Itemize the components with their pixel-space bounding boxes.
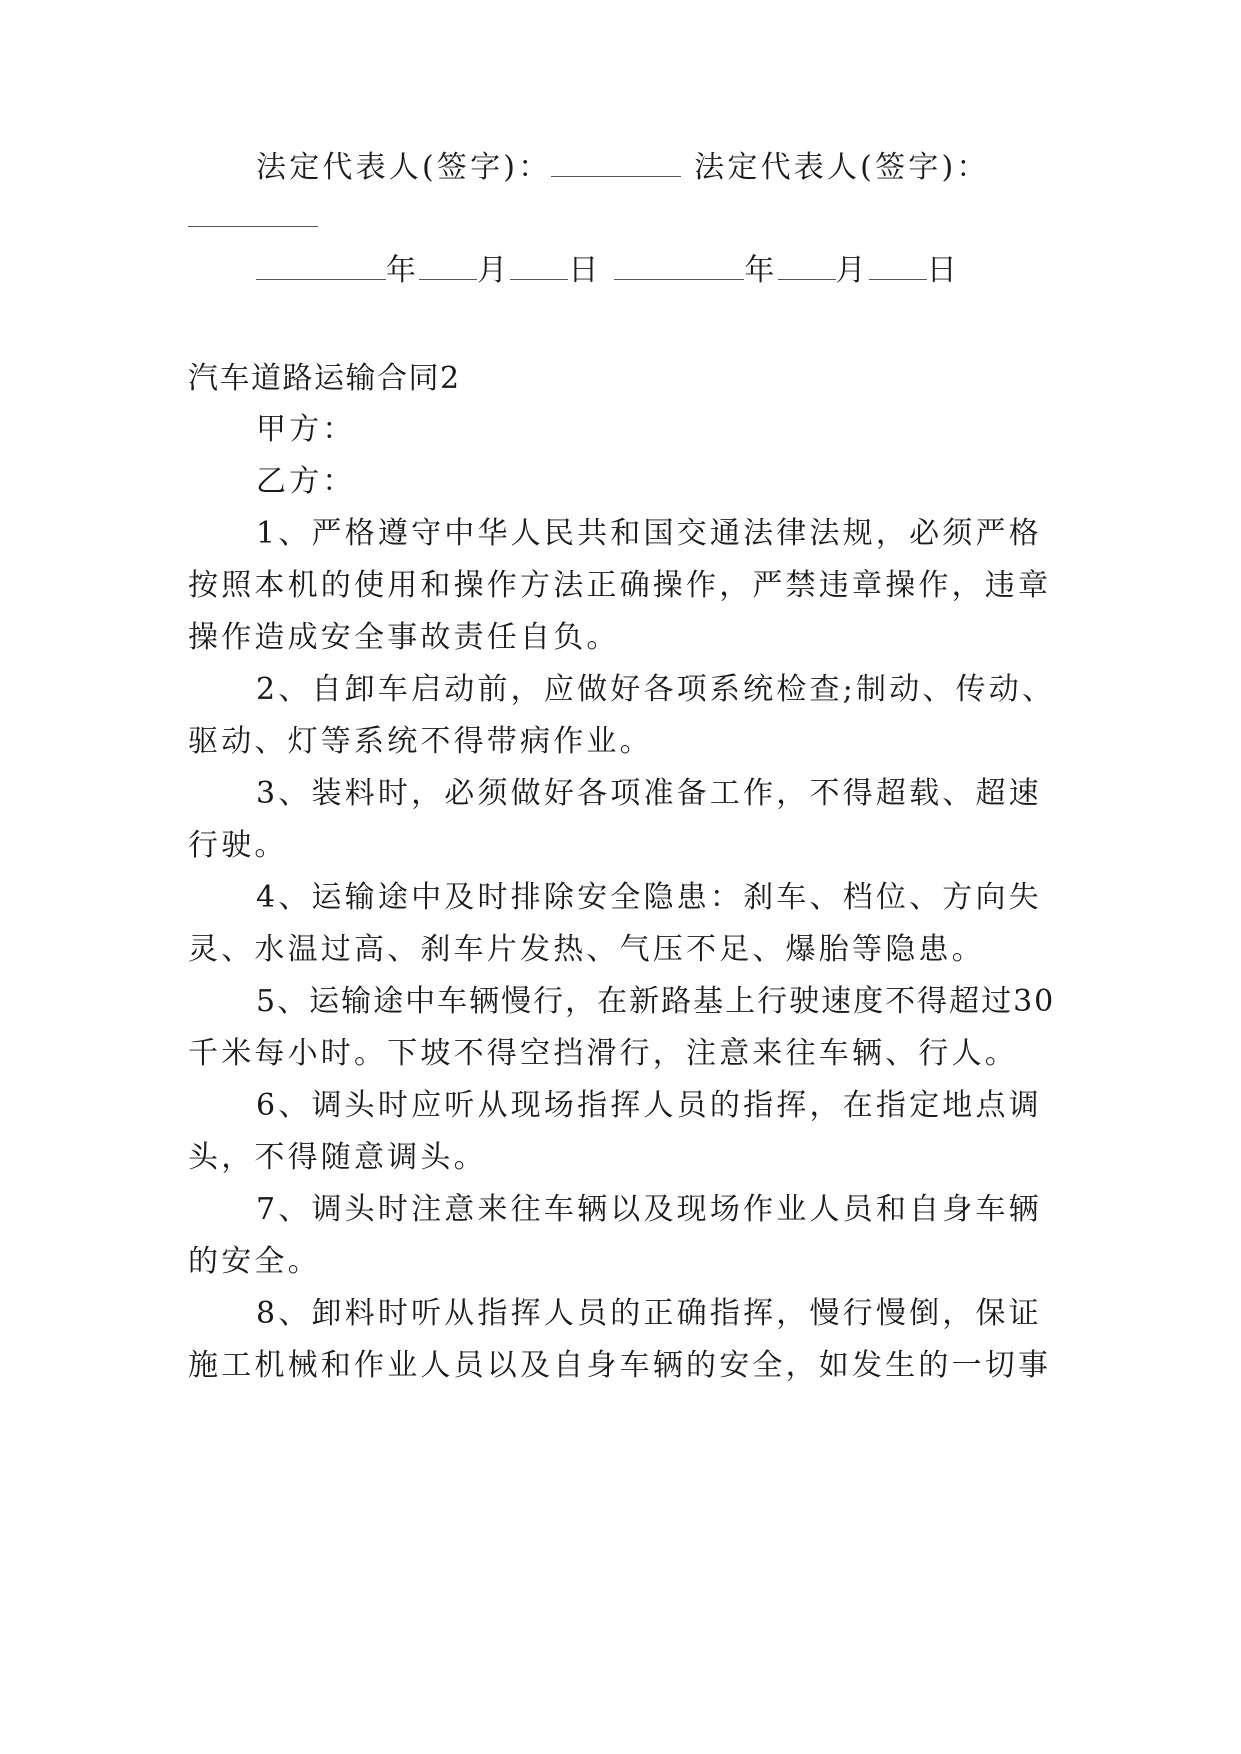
clause-1-line-2: 按照本机的使用和操作方法正确操作，严禁违章操作，违章 xyxy=(188,568,1052,603)
date-year-b: 年 xyxy=(744,253,778,288)
clause-8-line-2: 施工机械和作业人员以及自身车辆的安全，如发生的一切事 xyxy=(188,1348,1052,1383)
date-blank-year-b xyxy=(614,257,744,280)
party-a: 甲方： xyxy=(256,412,356,447)
date-blank-year-a xyxy=(256,257,386,280)
party-b: 乙方： xyxy=(256,464,356,499)
signature-label-b: 法定代表人(签字)： xyxy=(694,150,990,185)
date-blank-month-b xyxy=(778,257,836,280)
signature-line xyxy=(256,148,990,188)
date-month-a: 月 xyxy=(477,253,511,288)
signature-blank-b-row xyxy=(188,198,318,238)
clause-1-line-3: 操作造成安全事故责任自负。 xyxy=(188,620,620,655)
clause-7-line-2: 的安全。 xyxy=(188,1244,321,1279)
clause-4-line-1: 4、运输途中及时排除安全隐患：刹车、档位、方向失 xyxy=(256,880,1042,915)
date-blank-day-b xyxy=(869,257,927,280)
signature-blank-b xyxy=(188,204,318,227)
date-blank-month-a xyxy=(419,257,477,280)
clause-5-line-1: 5、运输途中车辆慢行，在新路基上行驶速度不得超过30 xyxy=(256,984,1056,1019)
clause-2-line-1: 2、自卸车启动前，应做好各项系统检查;制动、传动、 xyxy=(256,672,1056,707)
date-line xyxy=(256,251,960,291)
clause-4-line-2: 灵、水温过高、刹车片发热、气压不足、爆胎等隐患。 xyxy=(188,932,985,967)
date-day-b: 日 xyxy=(926,253,960,288)
clause-6-line-2: 头，不得随意调头。 xyxy=(188,1140,487,1175)
clause-3-line-1: 3、装料时，必须做好各项准备工作，不得超载、超速 xyxy=(256,776,1042,811)
date-blank-day-a xyxy=(510,257,568,280)
signature-blank-a xyxy=(551,154,681,177)
contract-title: 汽车道路运输合同2 xyxy=(188,361,461,396)
clause-1-line-1: 1、严格遵守中华人民共和国交通法律法规，必须严格 xyxy=(256,516,1042,551)
clause-6-line-1: 6、调头时应听从现场指挥人员的指挥，在指定地点调 xyxy=(256,1088,1042,1123)
clause-5-line-2: 千米每小时。下坡不得空挡滑行，注意来往车辆、行人。 xyxy=(188,1036,1018,1071)
clause-7-line-1: 7、调头时注意来往车辆以及现场作业人员和自身车辆 xyxy=(256,1192,1042,1227)
date-year-a: 年 xyxy=(386,253,420,288)
date-month-b: 月 xyxy=(835,253,869,288)
date-day-a: 日 xyxy=(568,253,602,288)
clause-3-line-2: 行驶。 xyxy=(188,828,288,863)
clause-8-line-1: 8、卸料时听从指挥人员的正确指挥，慢行慢倒，保证 xyxy=(256,1296,1042,1331)
signature-label-a: 法定代表人(签字)： xyxy=(256,150,552,185)
clause-2-line-2: 驱动、灯等系统不得带病作业。 xyxy=(188,724,653,759)
